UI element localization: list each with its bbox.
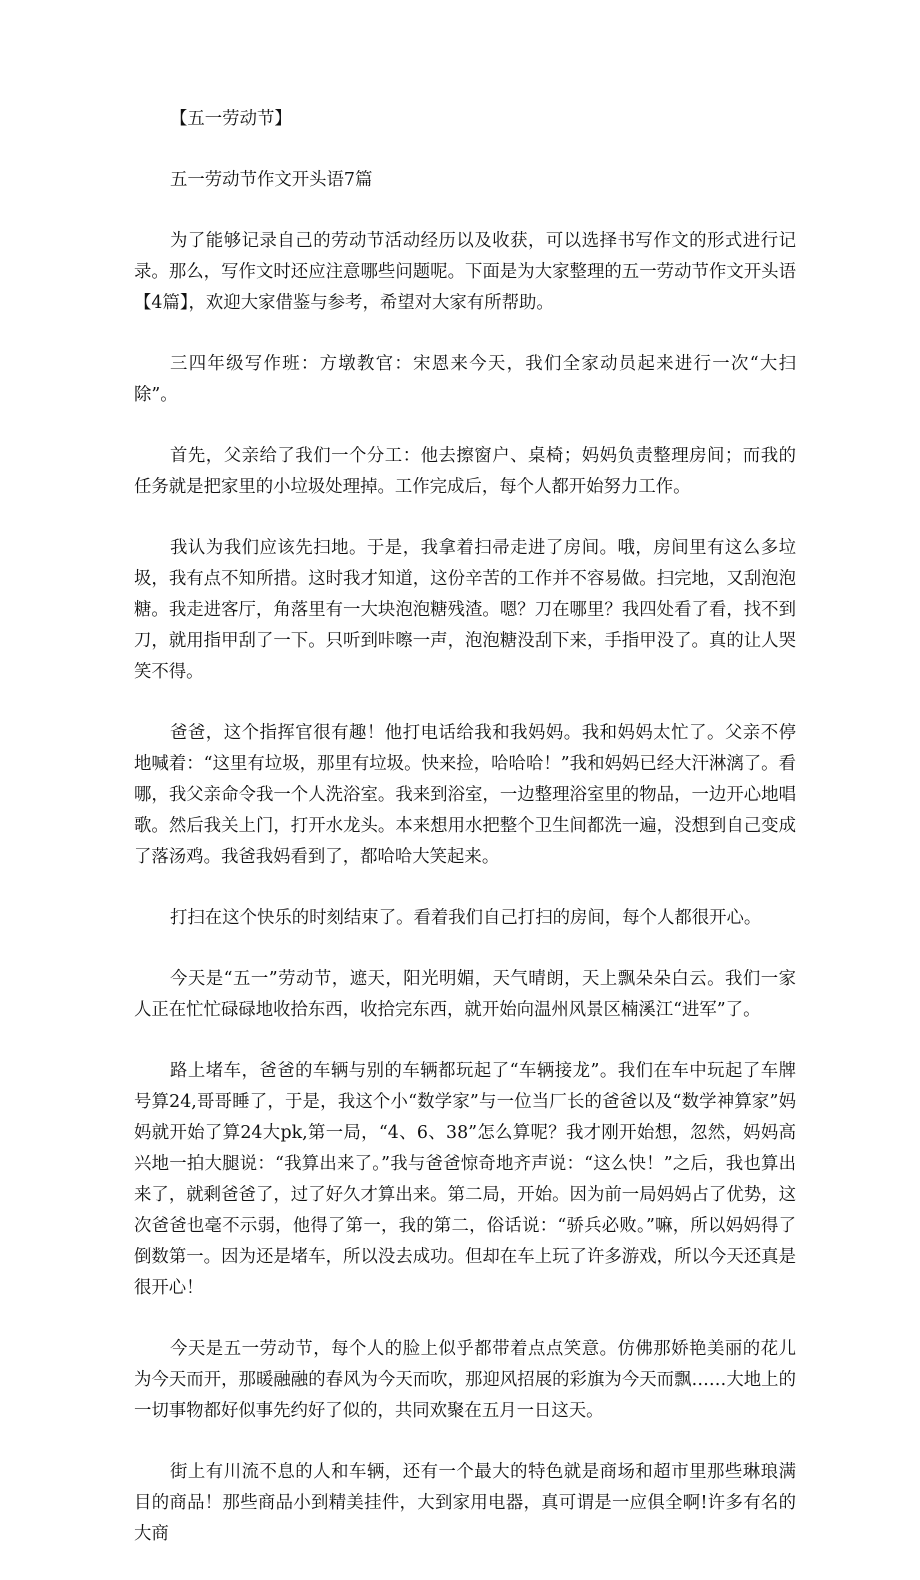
paragraph-traffic-game: 路上堵车，爸爸的车辆与别的车辆都玩起了“车辆接龙”。我们在车中玩起了车牌号算24,哥哥睡了，于是，我这个小“数学家”与一位当厂长的爸爸以及“数学神算家”妈妈就开始了算24大pk,第一局，“4、6、38”怎么算呢？我才刚开始想，忽然，妈妈高兴地一拍大腿说：“我算出来了。”我与爸爸惊奇地齐声说：“这么快！”之后，我也算出来了，就剩爸爸了，过了好久才算出来。第二局，开始。因为前一局妈妈占了优势，这次爸爸也毫不示弱，他得了第一，我的第二，俗话说：“骄兵必败。”嘛，所以妈妈得了倒数第一。因为还是堵车，所以没去成功。但却在车上玩了许多游戏，所以今天还真是很开心！ <box>134 1061 796 1298</box>
paragraph-intro: 为了能够记录自己的劳动节活动经历以及收获，可以选择书写作文的形式进行记录。那么，写作文时还应注意哪些问题呢。下面是为大家整理的五一劳动节作文开头语【4篇】，欢迎大家借鉴与参考，希望对大家有所帮助。 <box>134 231 796 313</box>
paragraph-division-of-labor: 首先，父亲给了我们一个分工：他去擦窗户、桌椅；妈妈负责整理房间；而我的任务就是把家里的小垃圾处理掉。工作完成后，每个人都开始努力工作。 <box>134 446 796 497</box>
paragraph-sweeping: 我认为我们应该先扫地。于是，我拿着扫帚走进了房间。哦，房间里有这么多垃圾，我有点不知所措。这时我才知道，这份辛苦的工作并不容易做。扫完地，又刮泡泡糖。我走进客厅，角落里有一大块泡泡糖残渣。嗯？刀在哪里？我四处看了看，找不到刀，就用指甲刮了一下。只听到咔嚓一声，泡泡糖没刮下来，手指甲没了。真的让人哭笑不得。 <box>134 538 796 682</box>
document-heading: 【五一劳动节】 <box>170 109 292 129</box>
paragraph-trip-start: 今天是“五一”劳动节，遮天，阳光明媚，天气晴朗，天上飘朵朵白云。我们一家人正在忙忙碌碌地收拾东西，收拾完东西，就开始向温州风景区楠溪江“进军”了。 <box>134 969 796 1020</box>
paragraph-father-commander: 爸爸，这个指挥官很有趣！他打电话给我和我妈妈。我和妈妈太忙了。父亲不停地喊着：“这里有垃圾，那里有垃圾。快来捡，哈哈哈！”我和妈妈已经大汗淋漓了。看哪，我父亲命令我一个人洗浴室。我来到浴室，一边整理浴室里的物品，一边开心地唱歌。然后我关上门，打开水龙头。本来想用水把整个卫生间都洗一遍，没想到自己变成了落汤鸡。我爸我妈看到了，都哈哈大笑起来。 <box>134 723 796 867</box>
document-page <box>134 104 796 1580</box>
paragraph-street: 街上有川流不息的人和车辆，还有一个最大的特色就是商场和超市里那些琳琅满目的商品！那些商品小到精美挂件，大到家用电器，真可谓是一应俱全啊!许多有名的大商 <box>134 1462 796 1544</box>
document-title: 五一劳动节作文开头语7篇 <box>170 170 373 190</box>
paragraph-smiles: 今天是五一劳动节，每个人的脸上似乎都带着点点笑意。仿佛那娇艳美丽的花儿为今天而开，那暖融融的春风为今天而吹，那迎风招展的彩旗为今天而飘……大地上的一切事物都好似事先约好了似的，共同欢聚在五月一日这天。 <box>134 1339 796 1421</box>
paragraph-cleaning-end: 打扫在这个快乐的时刻结束了。看着我们自己打扫的房间，每个人都很开心。 <box>170 908 762 928</box>
paragraph-writing-class: 三四年级写作班：方墩教官：宋恩来今天，我们全家动员起来进行一次“大扫除”。 <box>134 354 796 405</box>
